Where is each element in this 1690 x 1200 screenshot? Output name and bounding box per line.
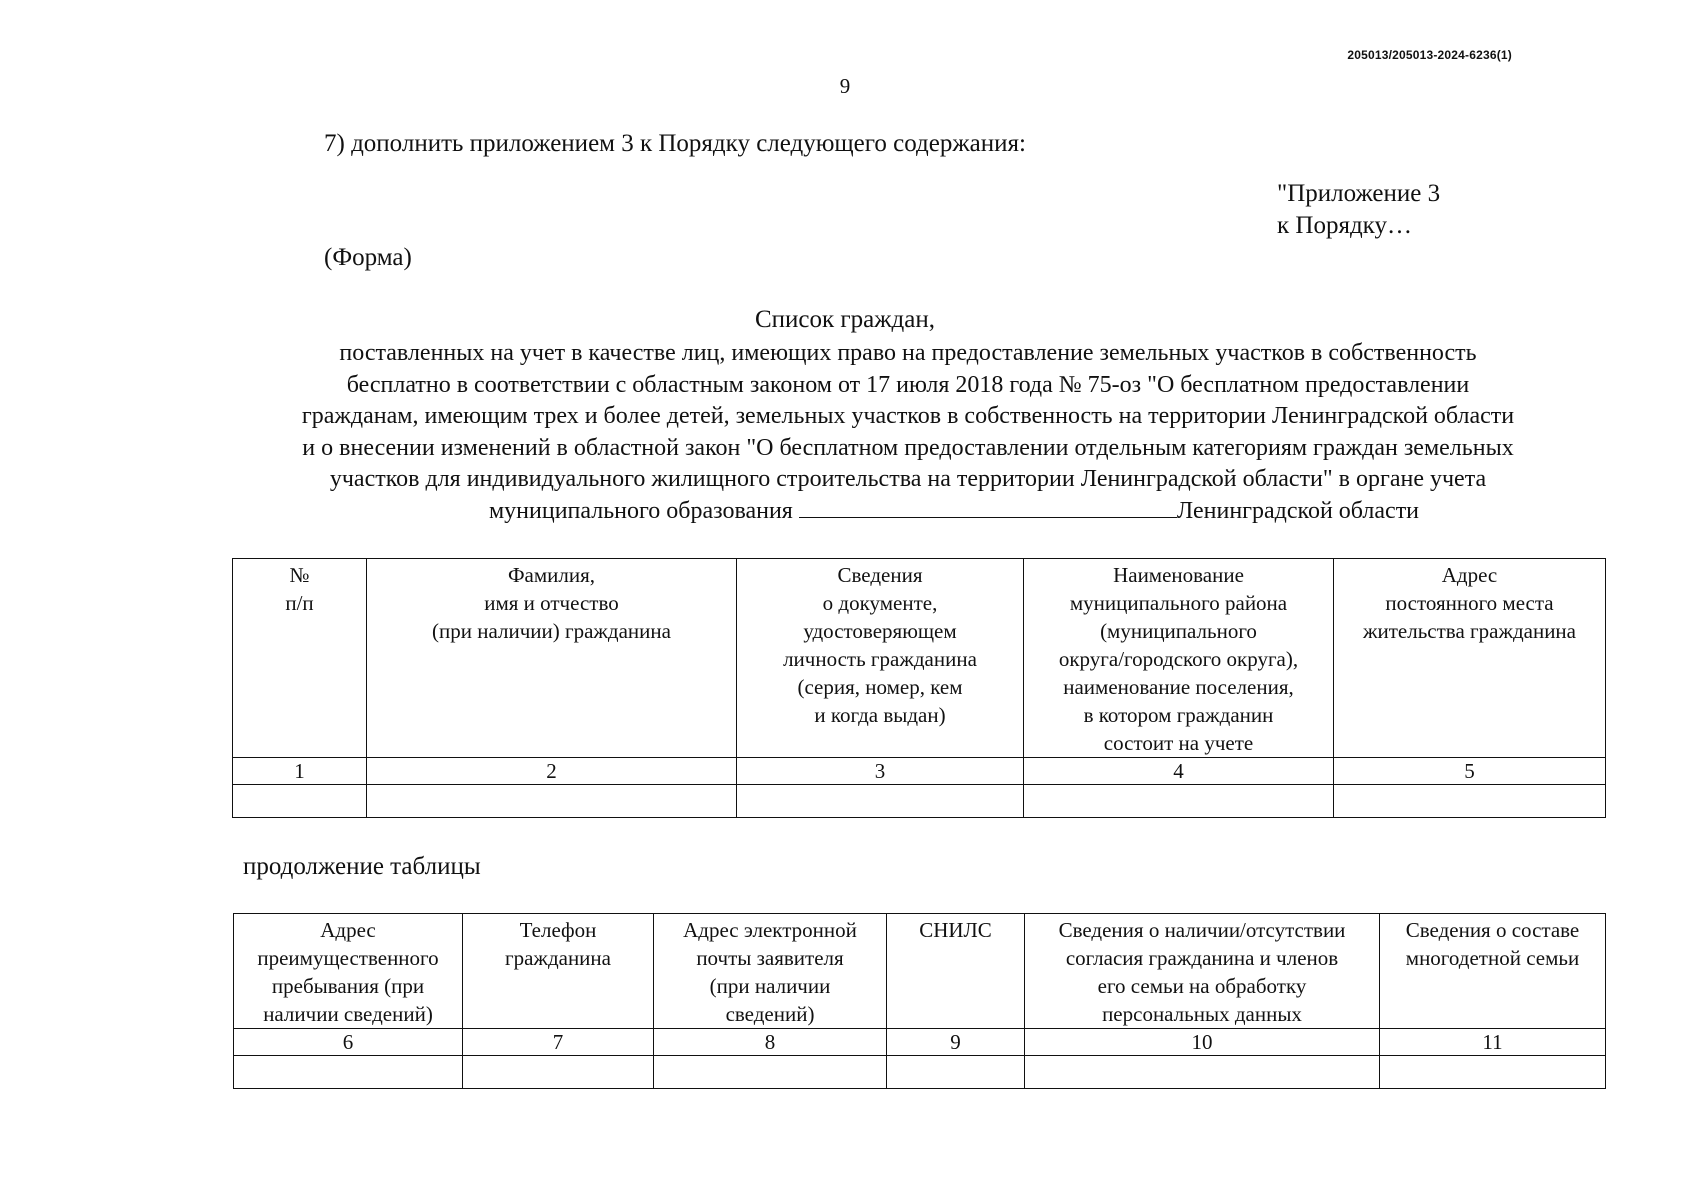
- table2-column-number: 6: [234, 1029, 463, 1056]
- table2-empty-cell[interactable]: [887, 1056, 1025, 1089]
- table2-empty-cell[interactable]: [1025, 1056, 1380, 1089]
- table1-column-number: 1: [233, 758, 367, 785]
- document-id: 205013/205013-2024-6236(1): [1347, 48, 1512, 62]
- form-label: (Форма): [324, 244, 412, 271]
- table1-header-full-name: Фамилия, имя и отчество (при наличии) гражданина: [367, 559, 737, 758]
- table-continuation-label: продолжение таблицы: [243, 853, 481, 880]
- table2-header-email: Адрес электронной почты заявителя (при наличии сведений): [654, 914, 887, 1029]
- citizens-table: [232, 558, 1606, 818]
- table1-column-number: 3: [737, 758, 1024, 785]
- appendix-line-1: "Приложение 3: [1277, 180, 1441, 207]
- table2-header-family-composition: Сведения о составе многодетной семьи: [1380, 914, 1606, 1029]
- appendix-reference: [1277, 178, 1440, 242]
- table2-empty-cell[interactable]: [654, 1056, 887, 1089]
- table1-empty-cell[interactable]: [233, 785, 367, 818]
- page-number: 9: [839, 74, 851, 98]
- table1-column-number: 4: [1024, 758, 1334, 785]
- table2-column-number: 10: [1025, 1029, 1380, 1056]
- table2-header-consent: Сведения о наличии/отсутствии согласия гражданина и членов его семьи на обработку персональных данных: [1025, 914, 1380, 1029]
- table2-empty-cell[interactable]: [1380, 1056, 1606, 1089]
- description-line: поставленных на учет в качестве лиц, имеющих право на предоставление земельных участков в собственность: [339, 340, 1477, 366]
- description-line: участков для индивидуального жилищного строительства на территории Ленинградской области" в органе учета: [329, 466, 1487, 493]
- table1-empty-cell[interactable]: [367, 785, 737, 818]
- table1-empty-cell[interactable]: [1334, 785, 1606, 818]
- table2-column-number: 11: [1380, 1029, 1606, 1056]
- table2-column-number: 8: [654, 1029, 887, 1056]
- list-description: [236, 338, 1580, 528]
- description-line: гражданам, имеющим трех и более детей, земельных участков в собственность на территории Ленинградской области: [301, 403, 1515, 430]
- list-title: Список граждан,: [755, 306, 935, 333]
- table1-header-municipality: Наименование муниципального района (муниципального округа/городского округа), наименование поселения, в котором гражданин состоит на учете: [1024, 559, 1334, 758]
- description-line: и о внесении изменений в областной закон "О бесплатном предоставлении отдельным категориям граждан земельных: [302, 434, 1514, 461]
- appendix-line-2: к Порядку…: [1277, 212, 1412, 239]
- table2-header-phone: Телефон гражданина: [463, 914, 654, 1029]
- description-line: бесплатно в соответствии с областным законом от 17 июля 2018 года № 75-оз "О бесплатном предоставлении: [346, 371, 1470, 398]
- citizens-table-continuation: [233, 913, 1606, 1089]
- table2-header-stay-address: Адрес преимущественного пребывания (при наличии сведений): [234, 914, 463, 1029]
- region-label: Ленинградской области: [1176, 497, 1420, 524]
- table1-header-identity-document: Сведения о документе, удостоверяющем личность гражданина (серия, номер, кем и когда выдан): [737, 559, 1024, 758]
- table2-column-number: 9: [887, 1029, 1025, 1056]
- municipality-blank-field[interactable]: [799, 497, 1177, 518]
- table2-header-snils: СНИЛС: [887, 914, 1025, 1029]
- table1-column-number: 2: [367, 758, 737, 785]
- amendment-line: 7) дополнить приложением 3 к Порядку следующего содержания:: [324, 130, 1026, 157]
- municipality-line: [236, 496, 1580, 528]
- table1-empty-cell[interactable]: [1024, 785, 1334, 818]
- municipality-label: муниципального образования: [488, 497, 793, 524]
- table1-empty-cell[interactable]: [737, 785, 1024, 818]
- table2-empty-cell[interactable]: [234, 1056, 463, 1089]
- table1-header-number: № п/п: [233, 559, 367, 758]
- table1-header-residence-address: Адрес постоянного места жительства гражданина: [1334, 559, 1606, 758]
- table2-empty-cell[interactable]: [463, 1056, 654, 1089]
- table2-column-number: 7: [463, 1029, 654, 1056]
- table1-column-number: 5: [1334, 758, 1606, 785]
